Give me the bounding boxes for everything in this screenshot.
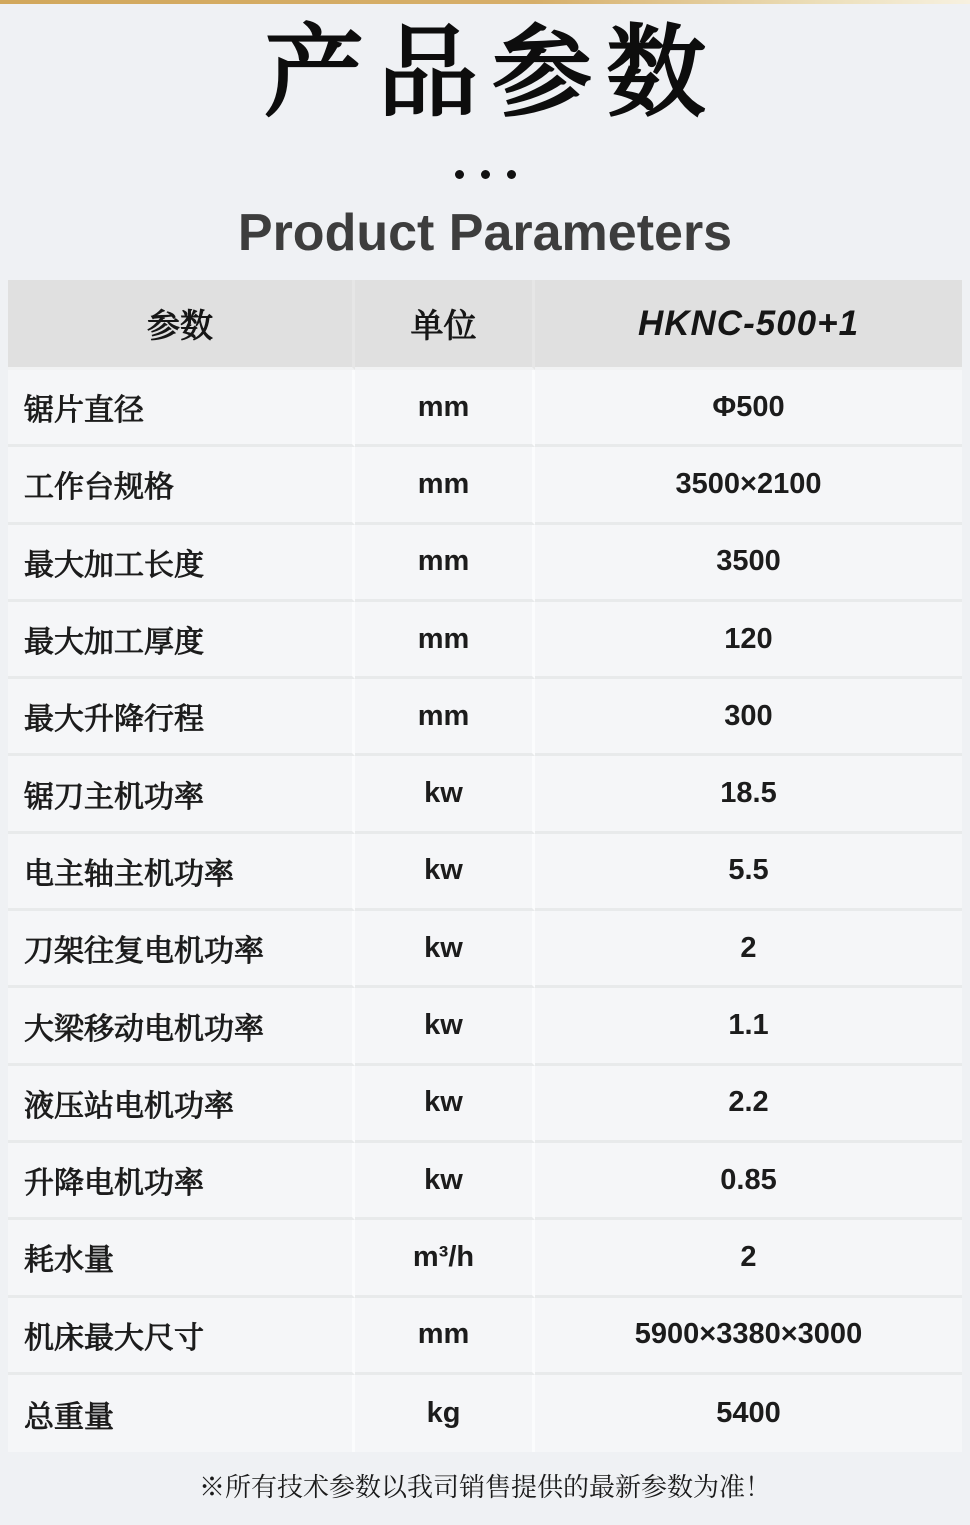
table-cell-parameter: 机床最大尺寸: [8, 1298, 355, 1375]
table-cell-unit: kw: [355, 756, 535, 833]
table-cell-parameter: 电主轴主机功率: [8, 834, 355, 911]
page-title: 产品参数: [264, 17, 720, 129]
table-cell-unit: kw: [355, 1143, 535, 1220]
table-cell-parameter: 耗水量: [8, 1220, 355, 1297]
dot-icon: [455, 170, 464, 179]
table-cell-unit: kw: [355, 834, 535, 911]
table-cell-value: 18.5: [535, 756, 962, 833]
table-cell-value: 120: [535, 602, 962, 679]
table-cell-unit: kw: [355, 911, 535, 988]
table-cell-value: 300: [535, 679, 962, 756]
table-cell-unit: mm: [355, 679, 535, 756]
table-cell-unit: mm: [355, 525, 535, 602]
dot-icon: [507, 170, 516, 179]
table-cell-unit: mm: [355, 1298, 535, 1375]
footer-note: ※所有技术参数以我司销售提供的最新参数为准！: [198, 1473, 771, 1502]
table-cell-unit: mm: [355, 602, 535, 679]
table-cell-parameter: 最大加工厚度: [8, 602, 355, 679]
table-cell-unit: kg: [355, 1375, 535, 1452]
table-cell-unit: m³/h: [355, 1220, 535, 1297]
table-cell-value: 2.2: [535, 1066, 962, 1143]
table-cell-parameter: 刀架往复电机功率: [8, 911, 355, 988]
table-cell-value: 3500: [535, 525, 962, 602]
table-cell-value: 1.1: [535, 988, 962, 1065]
table-cell-parameter: 大梁移动电机功率: [8, 988, 355, 1065]
table-cell-value: 2: [535, 911, 962, 988]
table-cell-value: 5900×3380×3000: [535, 1298, 962, 1375]
table-cell-unit: mm: [355, 370, 535, 447]
table-cell-value: Φ500: [535, 370, 962, 447]
parameters-table: [8, 280, 962, 1452]
ellipsis-divider-icon: [0, 170, 970, 179]
table-cell-parameter: 液压站电机功率: [8, 1066, 355, 1143]
column-header-model: HKNC-500+1: [535, 280, 962, 370]
dot-icon: [481, 170, 490, 179]
column-header-unit: 单位: [355, 280, 535, 370]
table-cell-value: 3500×2100: [535, 447, 962, 524]
table-cell-unit: kw: [355, 1066, 535, 1143]
table-cell-parameter: 最大加工长度: [8, 525, 355, 602]
table-cell-value: 0.85: [535, 1143, 962, 1220]
table-cell-unit: kw: [355, 988, 535, 1065]
table-cell-parameter: 锯刀主机功率: [8, 756, 355, 833]
column-header-parameter: 参数: [8, 280, 355, 370]
table-cell-value: 5400: [535, 1375, 962, 1452]
table-cell-parameter: 总重量: [8, 1375, 355, 1452]
top-accent-bar: [0, 0, 970, 4]
table-cell-parameter: 升降电机功率: [8, 1143, 355, 1220]
table-cell-unit: mm: [355, 447, 535, 524]
table-cell-value: 2: [535, 1220, 962, 1297]
table-cell-parameter: 最大升降行程: [8, 679, 355, 756]
table-cell-parameter: 工作台规格: [8, 447, 355, 524]
table-cell-parameter: 锯片直径: [8, 370, 355, 447]
table-cell-value: 5.5: [535, 834, 962, 911]
page-subtitle: Product Parameters: [237, 204, 733, 262]
